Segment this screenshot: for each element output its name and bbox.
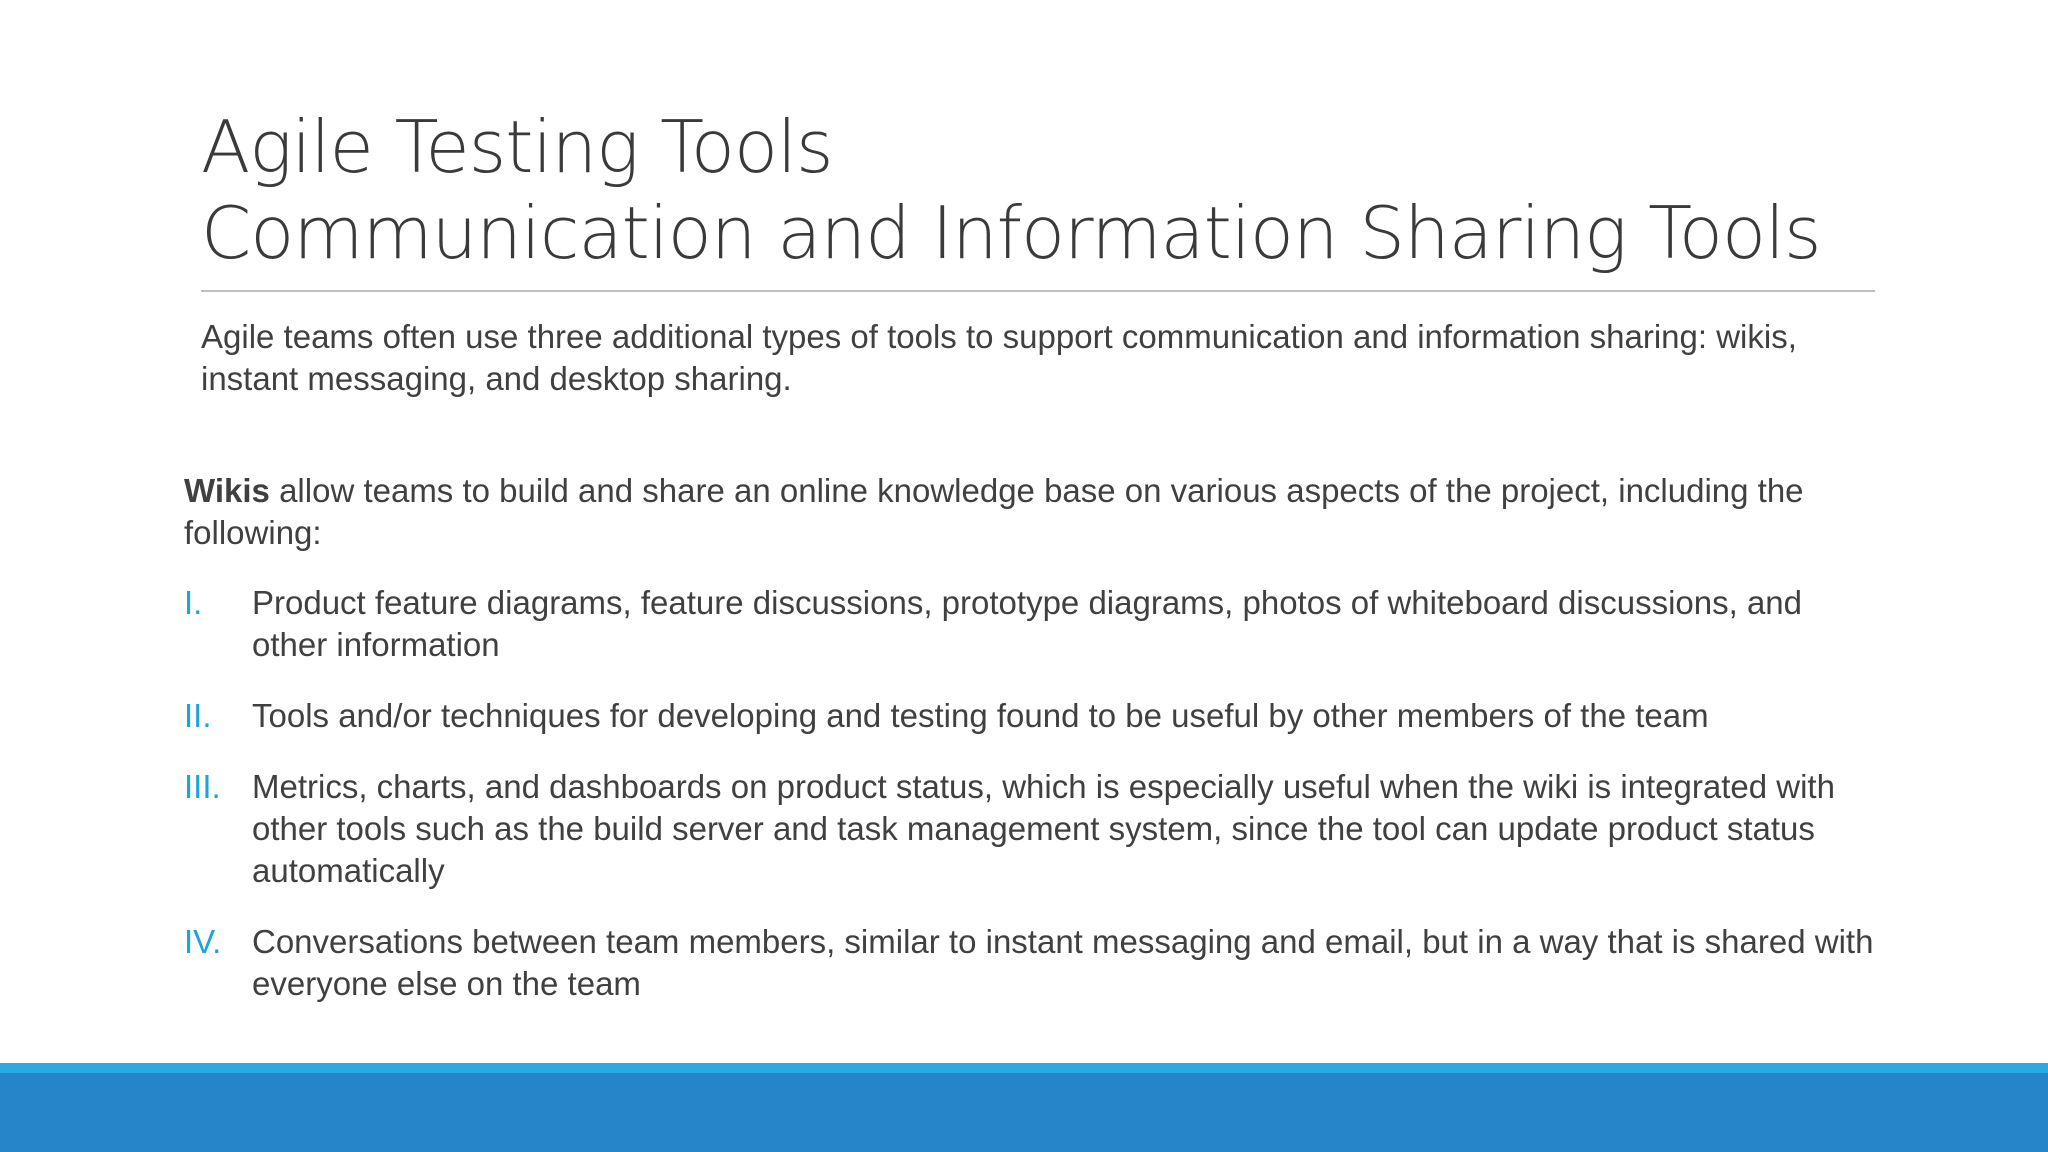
list-marker: IV. — [184, 923, 222, 960]
list-item — [184, 921, 1884, 1005]
list-item — [184, 766, 1884, 892]
footer-bar — [0, 1073, 2048, 1152]
wikis-bold-term: Wikis — [184, 472, 270, 509]
list-item — [184, 695, 1884, 737]
slide-title — [201, 104, 1871, 276]
list-item-text: Metrics, charts, and dashboards on product status, which is especially useful when the wiki is integrated with other tools such as the build server and task management system, since the tool can update product status automatically — [252, 768, 1835, 889]
list-item-text: Product feature diagrams, feature discussions, prototype diagrams, photos of whiteboard discussions, and other information — [252, 584, 1803, 663]
title-divider — [201, 290, 1875, 292]
list-item-text: Conversations between team members, similar to instant messaging and email, but in a way that is shared with everyone else on the team — [252, 923, 1874, 1002]
list-item-text: Tools and/or techniques for developing and testing found to be useful by other members of the team — [252, 697, 1709, 734]
footer-accent-stripe — [0, 1063, 2048, 1073]
list-marker: III. — [184, 768, 221, 805]
list-marker: I. — [184, 584, 203, 621]
title-line-1: Agile Testing Tools — [201, 105, 833, 189]
list-item — [184, 582, 1884, 666]
wiki-content-list — [184, 582, 1884, 1034]
wikis-description: allow teams to build and share an online knowledge base on various aspects of the project, including the following: — [184, 472, 1804, 551]
wikis-paragraph — [184, 470, 1884, 554]
intro-paragraph: Agile teams often use three additional types of tools to support communication and information sharing: wikis, instant messaging, and desktop sharing. — [201, 318, 1797, 397]
title-line-2: Communication and Information Sharing Tools — [201, 191, 1821, 275]
list-marker: II. — [184, 697, 212, 734]
